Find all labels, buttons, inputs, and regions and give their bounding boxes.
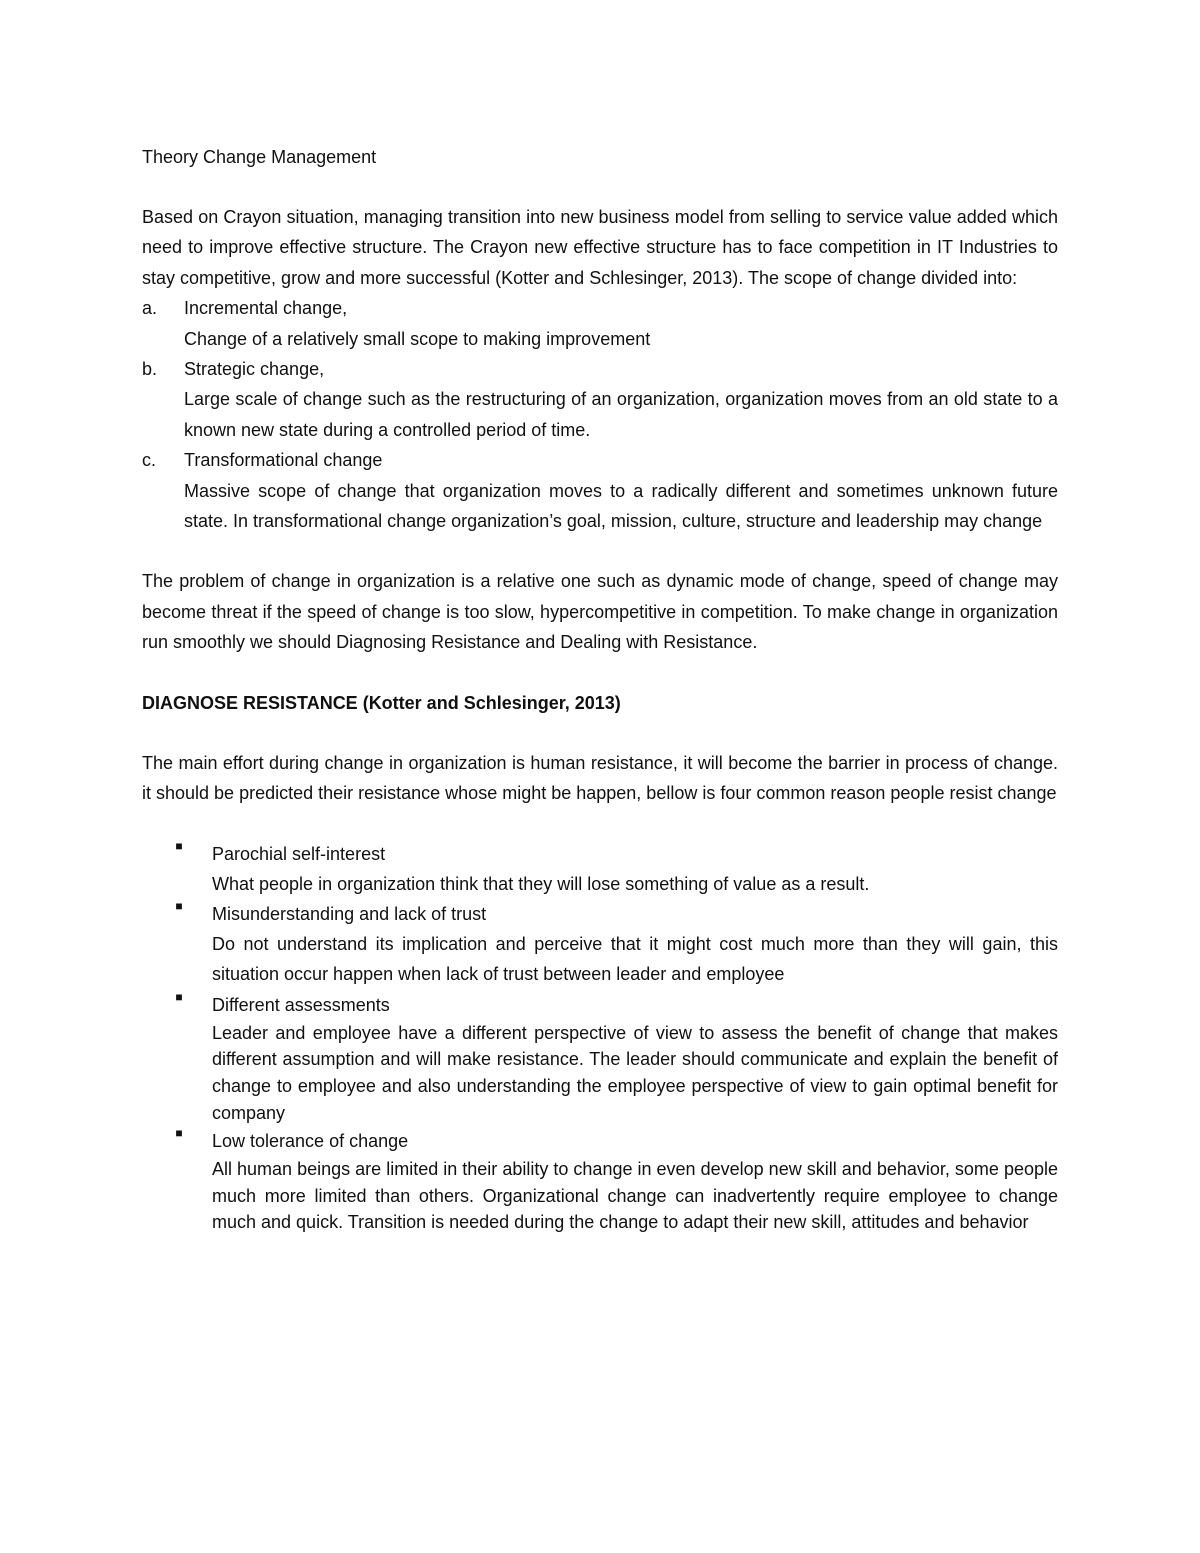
spacer [142, 172, 1058, 202]
reason-description: Leader and employee have a different perspective of view to assess the benefit of change that makes different assumption and will make resistance. The leader should communicate and explain the benefit of change to employee and also understanding the employee perspective of view to gain optimal benefit for company [212, 1022, 1058, 1123]
scope-item-description: Large scale of change such as the restructuring of an organization, organization moves from an old state to a known new state during a controlled period of time. [184, 389, 1058, 440]
scope-item [142, 293, 1058, 354]
scope-item-marker: b. [142, 359, 158, 380]
reason-description: What people in organization think that they will lose something of value as a result. [212, 873, 870, 894]
reason-title: Different assessments [212, 994, 390, 1015]
problem-paragraph: The problem of change in organization is a relative one such as dynamic mode of change, speed of change may become threat if the speed of change is too slow, hypercompetitive in competition. To make change in organization run smoothly we should Diagnosing Resistance and Dealing with Resistance. [142, 571, 1058, 653]
scope-item-title: Incremental change, [184, 298, 348, 319]
document-title: Theory Change Management [142, 147, 377, 167]
scope-list [142, 293, 1058, 536]
section-paragraph: The main effort during change in organization is human resistance, it will become the barrier in process of change. it should be predicted their resistance whose might be happen, bellow is four common reason people resist change [142, 752, 1058, 804]
scope-item-marker: a. [142, 298, 158, 319]
scope-item-title: Transformational change [184, 450, 383, 471]
reason-item [142, 990, 1058, 1126]
section-heading: DIAGNOSE RESISTANCE (Kotter and Schlesinger, 2013) [142, 692, 621, 713]
document-body [142, 142, 1058, 1236]
scope-item [142, 445, 1058, 536]
square-bullet-icon: ■ [175, 838, 183, 853]
reason-description: Do not understand its implication and perceive that it might cost much more than they will gain, this situation occur happen when lack of trust between leader and employee [212, 933, 1058, 985]
scope-item [142, 354, 1058, 445]
reason-item [142, 1126, 1058, 1236]
spacer [142, 536, 1058, 566]
reasons-list [142, 839, 1058, 1236]
scope-item-description: Change of a relatively small scope to making improvement [184, 328, 651, 349]
spacer [142, 658, 1058, 688]
square-bullet-icon: ■ [175, 1126, 183, 1141]
reason-item [142, 899, 1058, 990]
scope-item-marker: c. [142, 450, 157, 471]
reason-item [142, 839, 1058, 899]
reason-title: Parochial self-interest [212, 843, 386, 864]
intro-paragraph: Based on Crayon situation, managing transition into new business model from selling to service value added which need to improve effective structure. The Crayon new effective structure has to face competition in IT Industries to stay competitive, grow and more successful (Kotter and Schlesinger, 2013). The scope of change divided into: [142, 207, 1058, 288]
spacer [142, 809, 1058, 839]
scope-item-description: Massive scope of change that organization moves to a radically different and sometimes unknown future state. In transformational change organization’s goal, mission, culture, structure and leadership may change [184, 480, 1058, 532]
reason-description: All human beings are limited in their ability to change in even develop new skill and behavior, some people much more limited than others. Organizational change can inadvertently require employee to change much and quick. Transition is needed during the change to adapt their new skill, attitudes and behavior [212, 1159, 1058, 1233]
reason-title: Misunderstanding and lack of trust [212, 903, 487, 924]
square-bullet-icon: ■ [175, 989, 183, 1004]
square-bullet-icon: ■ [175, 898, 183, 913]
scope-item-title: Strategic change, [184, 359, 325, 380]
reason-title: Low tolerance of change [212, 1131, 409, 1152]
spacer [142, 718, 1058, 748]
